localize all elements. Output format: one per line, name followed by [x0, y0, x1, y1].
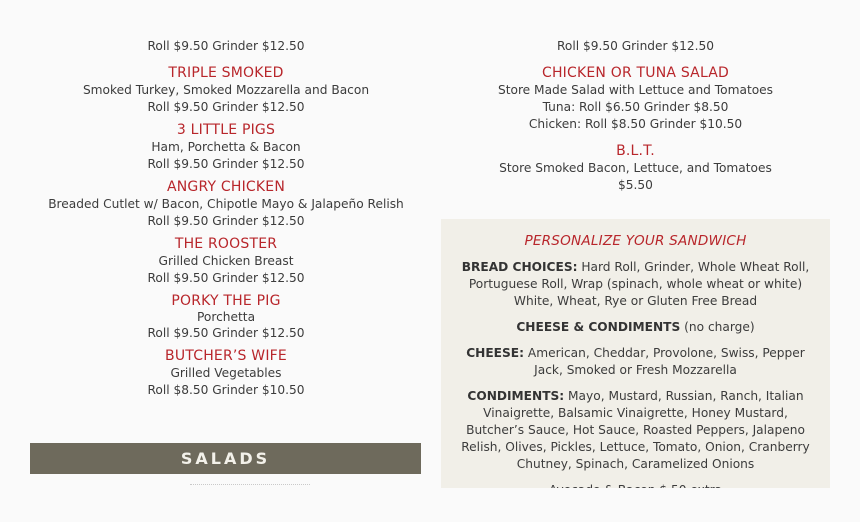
menu-item-price: Roll $9.50 Grinder $12.50 [147, 271, 305, 285]
menu-item-name: CHICKEN OR TUNA SALAD [541, 65, 730, 81]
menu-item-name: BUTCHER’S WIFE [165, 348, 287, 364]
menu-item-name: THE ROOSTER [174, 236, 278, 252]
condiments-label: CONDIMENTS: [467, 389, 565, 403]
menu-item-desc: Store Smoked Bacon, Lettuce, and Tomatoes [499, 161, 772, 175]
bread-choices [441, 259, 830, 310]
cheese-text: American, Cheddar, Provolone, Swiss, Pepper Jack, Smoked or Fresh Mozzarella [527, 346, 805, 377]
menu-item-desc: Grilled Vegetables [170, 366, 282, 380]
left-top-price-block [30, 38, 422, 55]
menu-item-desc: Ham, Porchetta & Bacon [151, 140, 301, 154]
menu-item-name: TRIPLE SMOKED [168, 65, 284, 81]
menu-item-triple-smoked [30, 65, 422, 116]
personalize-panel [441, 219, 830, 488]
menu-item-butchers-wife [30, 348, 422, 399]
menu-item-price: Roll $8.50 Grinder $10.50 [147, 383, 305, 397]
salads-section-header: SALADS [30, 443, 421, 474]
menu-item-desc: Grilled Chicken Breast [158, 254, 294, 268]
menu-item-desc: Breaded Cutlet w/ Bacon, Chipotle Mayo & Jalapeño Relish [48, 197, 404, 211]
bottom-page-edge [0, 488, 860, 522]
condiments-text: Mayo, Mustard, Russian, Ranch, Italian Vinaigrette, Balsamic Vinaigrette, Honey Mustard, Butcher’s Sauce, Hot Sauce, Roasted Peppers, Jalapeno Relish, Olives, Pickles, Lettuce, Tomato, Onion, Cranberry Chutney, Spinach, Caramelized Onions [461, 389, 810, 471]
menu-item-angry-chicken [30, 179, 422, 230]
cheese-choices [441, 345, 830, 379]
menu-item-blt [441, 143, 830, 194]
menu-item-name: B.L.T. [616, 143, 655, 159]
bread-choices-text: Hard Roll, Grinder, Whole Wheat Roll, Portuguese Roll, Wrap (spinach, whole wheat or white) White, Wheat, Rye or Gluten Free Bread [468, 260, 810, 308]
menu-item-desc: Porchetta [196, 310, 256, 324]
right-menu-column [441, 38, 830, 204]
menu-item-name: PORKY THE PIG [171, 293, 281, 309]
condiments-choices [441, 388, 830, 473]
cheese-label: CHEESE: [466, 346, 524, 360]
menu-item-price-tuna: Tuna: Roll $6.50 Grinder $8.50 [542, 100, 729, 114]
menu-item-desc: Smoked Turkey, Smoked Mozzarella and Bacon [82, 83, 370, 97]
cheese-condiments-label: CHEESE & CONDIMENTS [516, 320, 681, 334]
menu-item-price: Roll $9.50 Grinder $12.50 [147, 100, 305, 114]
menu-item-chicken-or-tuna-salad [441, 65, 830, 133]
right-top-price-block [441, 38, 830, 55]
menu-item-price: Roll $9.50 Grinder $12.50 [147, 326, 305, 340]
cheese-condiments-note: (no charge) [684, 320, 755, 334]
left-menu-column [30, 38, 422, 409]
personalize-title: PERSONALIZE YOUR SANDWICH [524, 233, 747, 249]
menu-item-name: ANGRY CHICKEN [166, 179, 286, 195]
cheese-condiments-heading [441, 319, 830, 336]
menu-item-name: 3 LITTLE PIGS [176, 122, 276, 138]
left-top-price: Roll $9.50 Grinder $12.50 [147, 39, 305, 53]
menu-item-price-chicken: Chicken: Roll $8.50 Grinder $10.50 [528, 117, 743, 131]
menu-item-price: $5.50 [618, 178, 653, 192]
menu-item-the-rooster [30, 236, 422, 287]
right-top-price: Roll $9.50 Grinder $12.50 [556, 39, 715, 53]
menu-item-price: Roll $9.50 Grinder $12.50 [147, 214, 305, 228]
bread-choices-label: BREAD CHOICES: [461, 260, 578, 274]
menu-item-desc: Store Made Salad with Lettuce and Tomatoes [497, 83, 774, 97]
menu-item-price: Roll $9.50 Grinder $12.50 [147, 157, 305, 171]
menu-item-3-little-pigs [30, 122, 422, 173]
menu-item-porky-the-pig [30, 293, 422, 342]
